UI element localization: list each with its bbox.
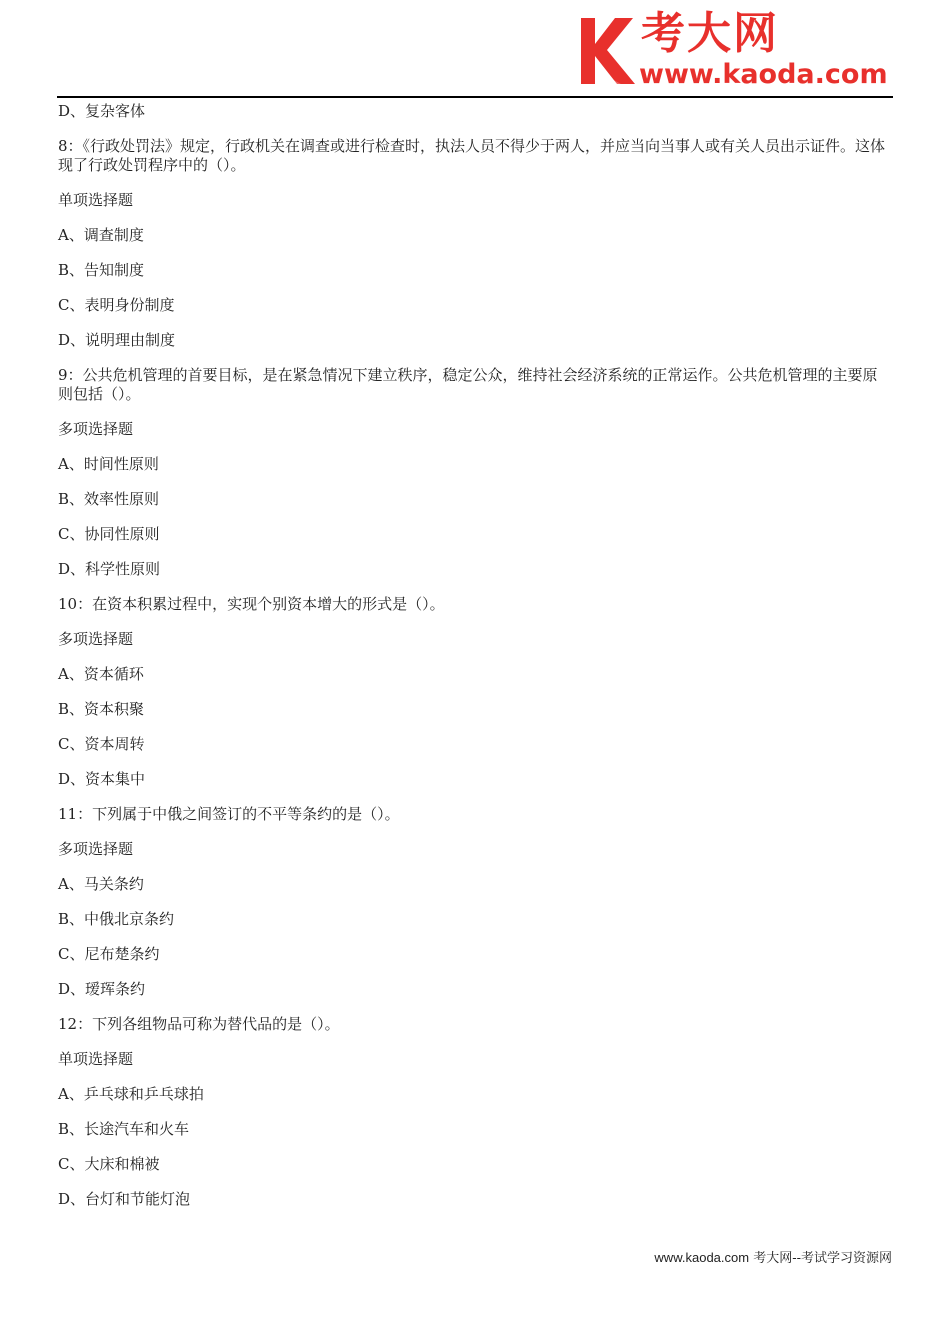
question-type: 多项选择题: [58, 420, 134, 438]
option-line: A、调查制度: [58, 226, 144, 244]
option-line: C、尼布楚条约: [58, 945, 160, 963]
option-line: A、时间性原则: [58, 455, 159, 473]
option-line: C、表明身份制度: [58, 296, 175, 314]
question-type: 多项选择题: [58, 630, 134, 648]
logo-chinese-text: 考大网: [641, 8, 779, 59]
option-line: D、说明理由制度: [58, 331, 176, 349]
option-line: A、资本循环: [58, 665, 144, 683]
footer-link[interactable]: www.kaoda.com: [654, 1250, 750, 1265]
kaoda-logo: [577, 8, 895, 90]
question-content: [58, 100, 890, 1209]
option-line: B、长途汽车和火车: [58, 1120, 190, 1138]
footer-text: 考大网--考试学习资源网: [749, 1251, 892, 1266]
k-logo-icon: [577, 14, 637, 86]
question-stem: 9：公共危机管理的首要目标，是在紧急情况下建立秩序，稳定公众，维持社会经济系统的正常运作。公共危机管理的主要原则包括（）。: [58, 366, 878, 403]
option-line: B、效率性原则: [58, 490, 160, 508]
option-line: D、台灯和节能灯泡: [58, 1190, 191, 1208]
option-line: C、资本周转: [58, 735, 145, 753]
option-line: B、资本积聚: [58, 700, 145, 718]
option-line: C、协同性原则: [58, 525, 160, 543]
option-line: D、复杂客体: [58, 102, 146, 120]
question-type: 单项选择题: [58, 1050, 134, 1068]
header-divider: [57, 96, 893, 98]
question-stem: 8：《行政处罚法》规定，行政机关在调查或进行检查时，执法人员不得少于两人，并应当向当事人或有关人员出示证件。这体现了行政处罚程序中的（）。: [58, 137, 886, 174]
option-line: D、瑷珲条约: [58, 980, 146, 998]
question-type: 单项选择题: [58, 191, 134, 209]
option-line: B、告知制度: [58, 261, 145, 279]
question-stem: 12：下列各组物品可称为替代品的是（）。: [58, 1015, 340, 1033]
option-line: C、大床和棉被: [58, 1155, 160, 1173]
option-line: B、中俄北京条约: [58, 910, 175, 928]
page-footer: [654, 1247, 892, 1266]
logo-url-text: www.kaoda.com: [639, 59, 888, 90]
option-line: D、资本集中: [58, 770, 146, 788]
option-line: D、科学性原则: [58, 560, 161, 578]
question-stem: 11：下列属于中俄之间签订的不平等条约的是（）。: [58, 805, 400, 823]
option-line: A、马关条约: [58, 875, 144, 893]
question-stem: 10：在资本积累过程中，实现个别资本增大的形式是（）。: [58, 595, 445, 613]
question-type: 多项选择题: [58, 840, 134, 858]
option-line: A、乒乓球和乒乓球拍: [58, 1085, 204, 1103]
